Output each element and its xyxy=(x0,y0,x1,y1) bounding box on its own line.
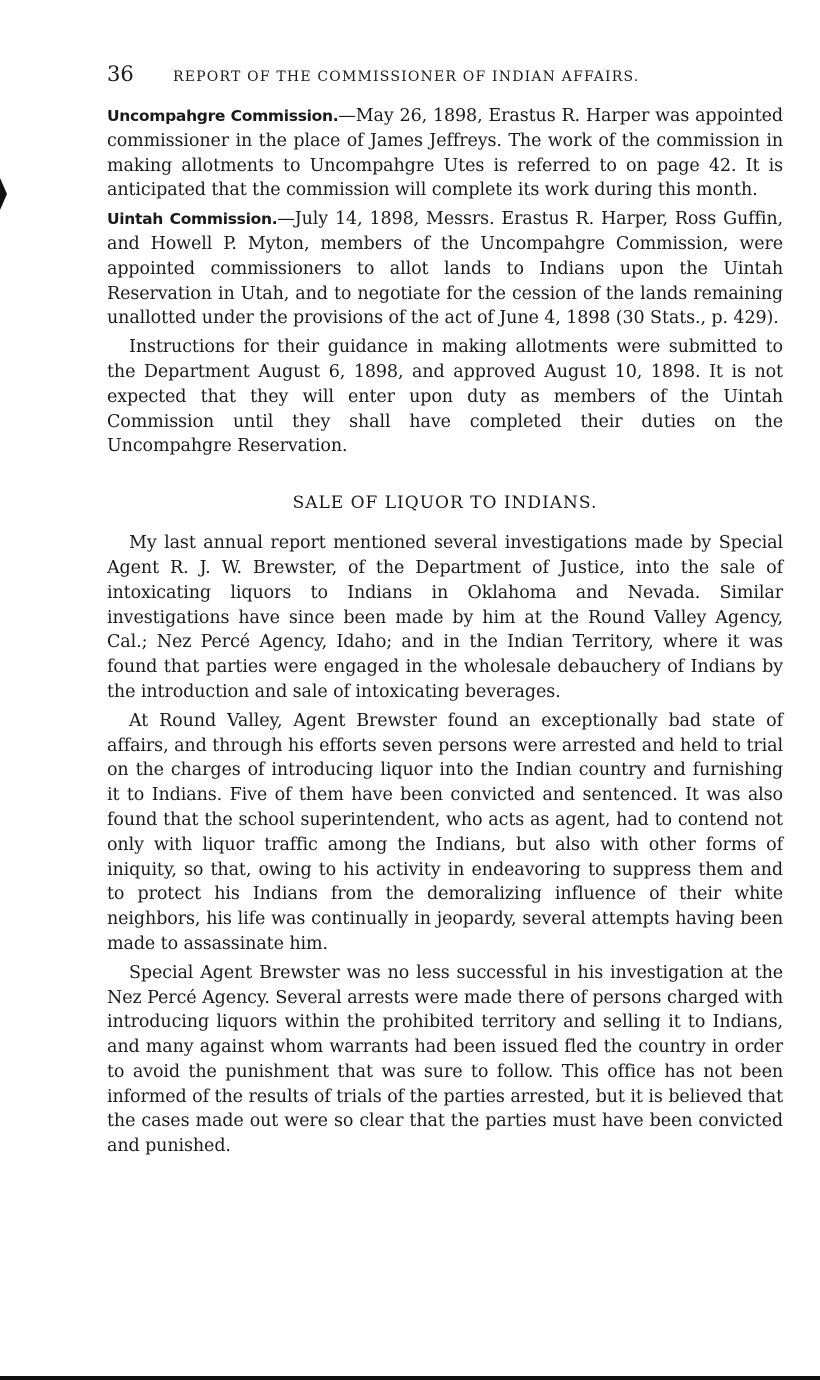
running-header xyxy=(107,62,783,92)
uintah-text-1: —July 14, 1898, Messrs. Erastus R. Harper, Ross Guffin, and Howell P. Myton, members of the Uncompahgre Commission, were appointed commissioners to allot lands to Indians upon the Uintah Reservation in Utah, and to negotiate for the cession of the lands remaining unallotted under the provisions of the act of June 4, 1898 (30 Stats., p. 429). xyxy=(107,209,784,329)
liquor-paragraph-3: Special Agent Brewster was no less successful in his investigation at the Nez Percé Agency. Several arrests were made there of persons charged with introducing liquors within the prohibited territory and selling it to Indians, and many against whom warrants had been issued fled the country in order to avoid the punishment that was sure to follow. This office has not been informed of the results of trials of the parties arrested, but it is believed that the cases made out were so clear that the parties must have been convicted and punished. xyxy=(107,962,783,1157)
liquor-paragraph-1: My last annual report mentioned several investigations made by Special Agent R. J. W. Brewster, of the Department of Justice, into the sale of intoxicating liquors to Indians in Oklahoma and Nevada. Similar investigations have since been made by him at the Round Valley Agency, Cal.; Nez Percé Agency, Idaho; and in the Indian Territory, where it was found that parties were engaged in the wholesale debauchery of Indians by the introduction and sale of intoxicating beverages. xyxy=(107,533,783,702)
page-edge-mark xyxy=(0,178,7,210)
running-title: REPORT OF THE COMMISSIONER OF INDIAN AFFAIRS. xyxy=(173,69,640,85)
uncompahgre-paragraph xyxy=(107,104,783,203)
uncompahgre-text: —May 26, 1898, Erastus R. Harper was appointed commissioner in the place of James Jeffreys. The work of the commission in making allotments to Uncompahgre Utes is referred to on page 42. It is anticipated that the commission will complete its work during this month. xyxy=(107,106,784,201)
uncompahgre-heading: Uncompahgre Commission. xyxy=(107,107,339,125)
document-page xyxy=(107,62,783,1163)
uintah-paragraph-1 xyxy=(107,207,783,331)
liquor-paragraph-2: At Round Valley, Agent Brewster found an exceptionally bad state of affairs, and through his efforts seven persons were arrested and held to trial on the charges of introducing liquor into the Indian country and furnishing it to Indians. Five of them have been convicted and sentenced. It was also found that the school superintendent, who acts as agent, had to contend not only with liquor traffic among the Indians, but also with other forms of iniquity, so that, owing to his activity in endeavoring to suppress them and to protect his Indians from the demoralizing influence of their white neighbors, his life was continually in jeopardy, several attempts having been made to assassinate him. xyxy=(107,710,783,954)
section-title-liquor: SALE OF LIQUOR TO INDIANS. xyxy=(292,493,598,514)
page-bottom-edge xyxy=(0,1376,820,1380)
uintah-heading: Uintah Commission. xyxy=(107,210,278,229)
uintah-paragraph-2: Instructions for their guidance in making allotments were submitted to the Department August 6, 1898, and approved August 10, 1898. It is not expected that they will enter upon duty as members of the Uintah Commission until they shall have completed their duties on the Uncompahgre Reservation. xyxy=(107,337,783,457)
page-number: 36 xyxy=(107,62,134,86)
